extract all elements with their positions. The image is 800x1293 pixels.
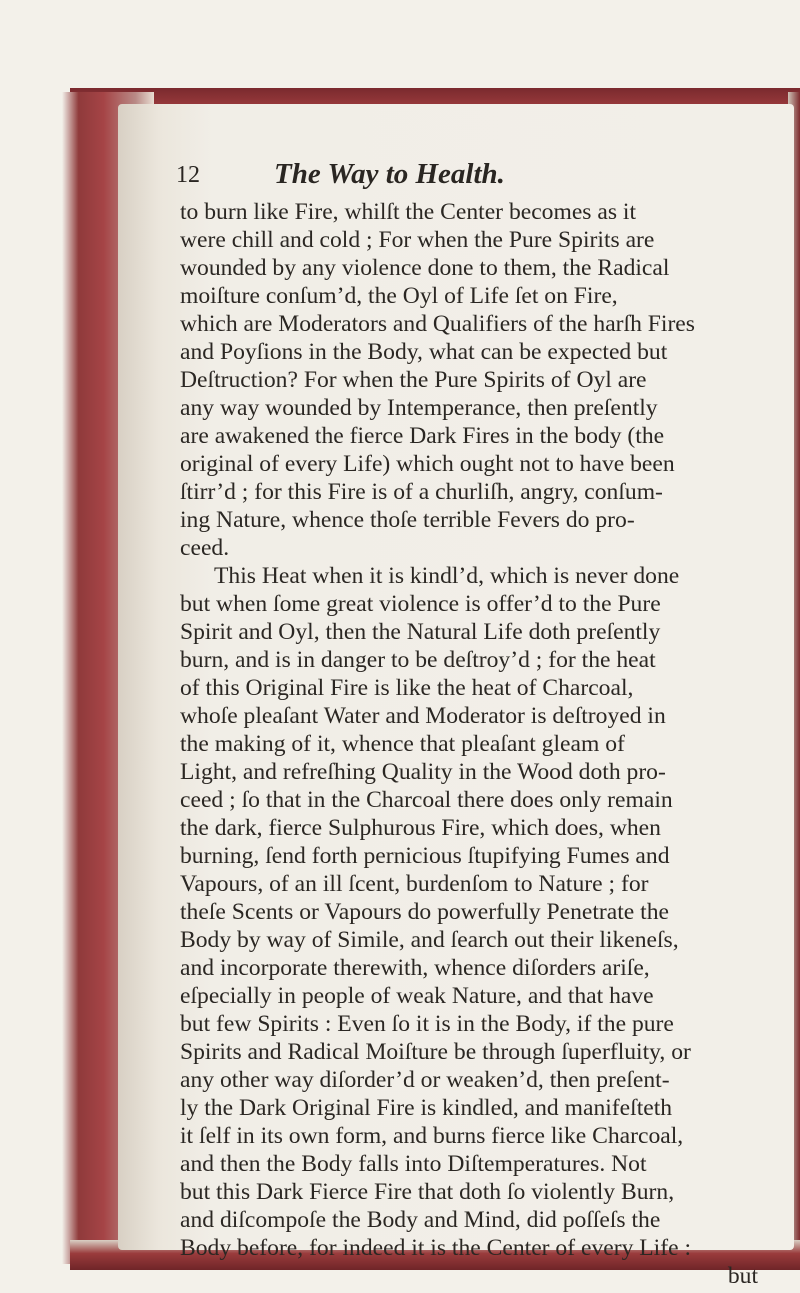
text-line: the making of it, whence that pleaſant gleam of	[180, 731, 625, 757]
text-line: of this Original Fire is like the heat of Charcoal,	[180, 675, 634, 701]
text-line: moiſture conſum’d, the Oyl of Life ſet on Fire,	[180, 283, 618, 309]
text-line: but few Spirits : Even ſo it is in the Body, if the pure	[180, 1011, 674, 1037]
text-line: but this Dark Fierce Fire that doth ſo violently Burn,	[180, 1179, 675, 1205]
text-line: whoſe pleaſant Water and Moderator is deſtroyed in	[180, 703, 666, 729]
text-line: ly the Dark Original Fire is kindled, and manifeſteth	[180, 1095, 673, 1121]
text-line: original of every Life) which ought not to have been	[180, 451, 675, 477]
text-line: burn, and is in danger to be deſtroy’d ; for the heat	[180, 647, 656, 673]
text-line: Vapours, of an ill ſcent, burdenſom to Nature ; for	[180, 871, 649, 897]
text-line: and then the Body falls into Diſtemperatures. Not	[180, 1151, 647, 1177]
text-line: were chill and cold ; For when the Pure Spirits are	[180, 227, 655, 253]
text-line: and diſcompoſe the Body and Mind, did poſſeſs the	[180, 1207, 661, 1233]
text-line: This Heat when it is kindl’d, which is never done	[214, 563, 680, 589]
text-line: which are Moderators and Qualifiers of the harſh Fires	[180, 311, 695, 337]
page-header	[176, 158, 776, 198]
text-line: Spirit and Oyl, then the Natural Life doth preſently	[180, 619, 661, 645]
text-line: ceed.	[180, 535, 230, 561]
running-head: The Way to Health.	[274, 158, 505, 190]
text-line: ceed ; ſo that in the Charcoal there does only remain	[180, 787, 673, 813]
text-line: and Poyſions in the Body, what can be expected but	[180, 339, 668, 365]
text-line: any way wounded by Intemperance, then preſently	[180, 395, 658, 421]
text-line: wounded by any violence done to them, the Radical	[180, 255, 670, 281]
text-line: but when ſome great violence is offer’d to the Pure	[180, 591, 661, 617]
text-line: Spirits and Radical Moiſture be through ſuperfluity, or	[180, 1039, 691, 1065]
text-line: the dark, fierce Sulphurous Fire, which does, when	[180, 815, 661, 841]
text-line: and incorporate therewith, whence diſorders ariſe,	[180, 955, 650, 981]
text-line: are awakened the fierce Dark Fires in the body (the	[180, 423, 665, 449]
text-line: Body by way of Simile, and ſearch out their likeneſs,	[180, 927, 679, 953]
text-line: ſtirr’d ; for this Fire is of a churliſh, angry, conſum-	[180, 479, 663, 505]
text-line: Light, and refreſhing Quality in the Wood doth pro-	[180, 759, 666, 785]
body-text	[180, 198, 788, 1290]
page-number: 12	[176, 162, 200, 188]
text-line: burning, ſend forth pernicious ſtupifying Fumes and	[180, 843, 670, 869]
catchword: but	[727, 1263, 758, 1289]
text-line: any other way diſorder’d or weaken’d, then preſent-	[180, 1067, 670, 1093]
text-line: it ſelf in its own form, and burns fierce like Charcoal,	[180, 1123, 684, 1149]
text-line: theſe Scents or Vapours do powerfully Penetrate the	[180, 899, 670, 925]
text-line: Body before, for indeed it is the Center of every Life :	[180, 1235, 692, 1261]
text-line: Deſtruction? For when the Pure Spirits of Oyl are	[180, 367, 647, 393]
text-line: to burn like Fire, whilſt the Center becomes as it	[180, 199, 637, 225]
text-line: eſpecially in people of weak Nature, and that have	[180, 983, 654, 1009]
text-line: ing Nature, whence thoſe terrible Fevers do pro-	[180, 507, 635, 533]
